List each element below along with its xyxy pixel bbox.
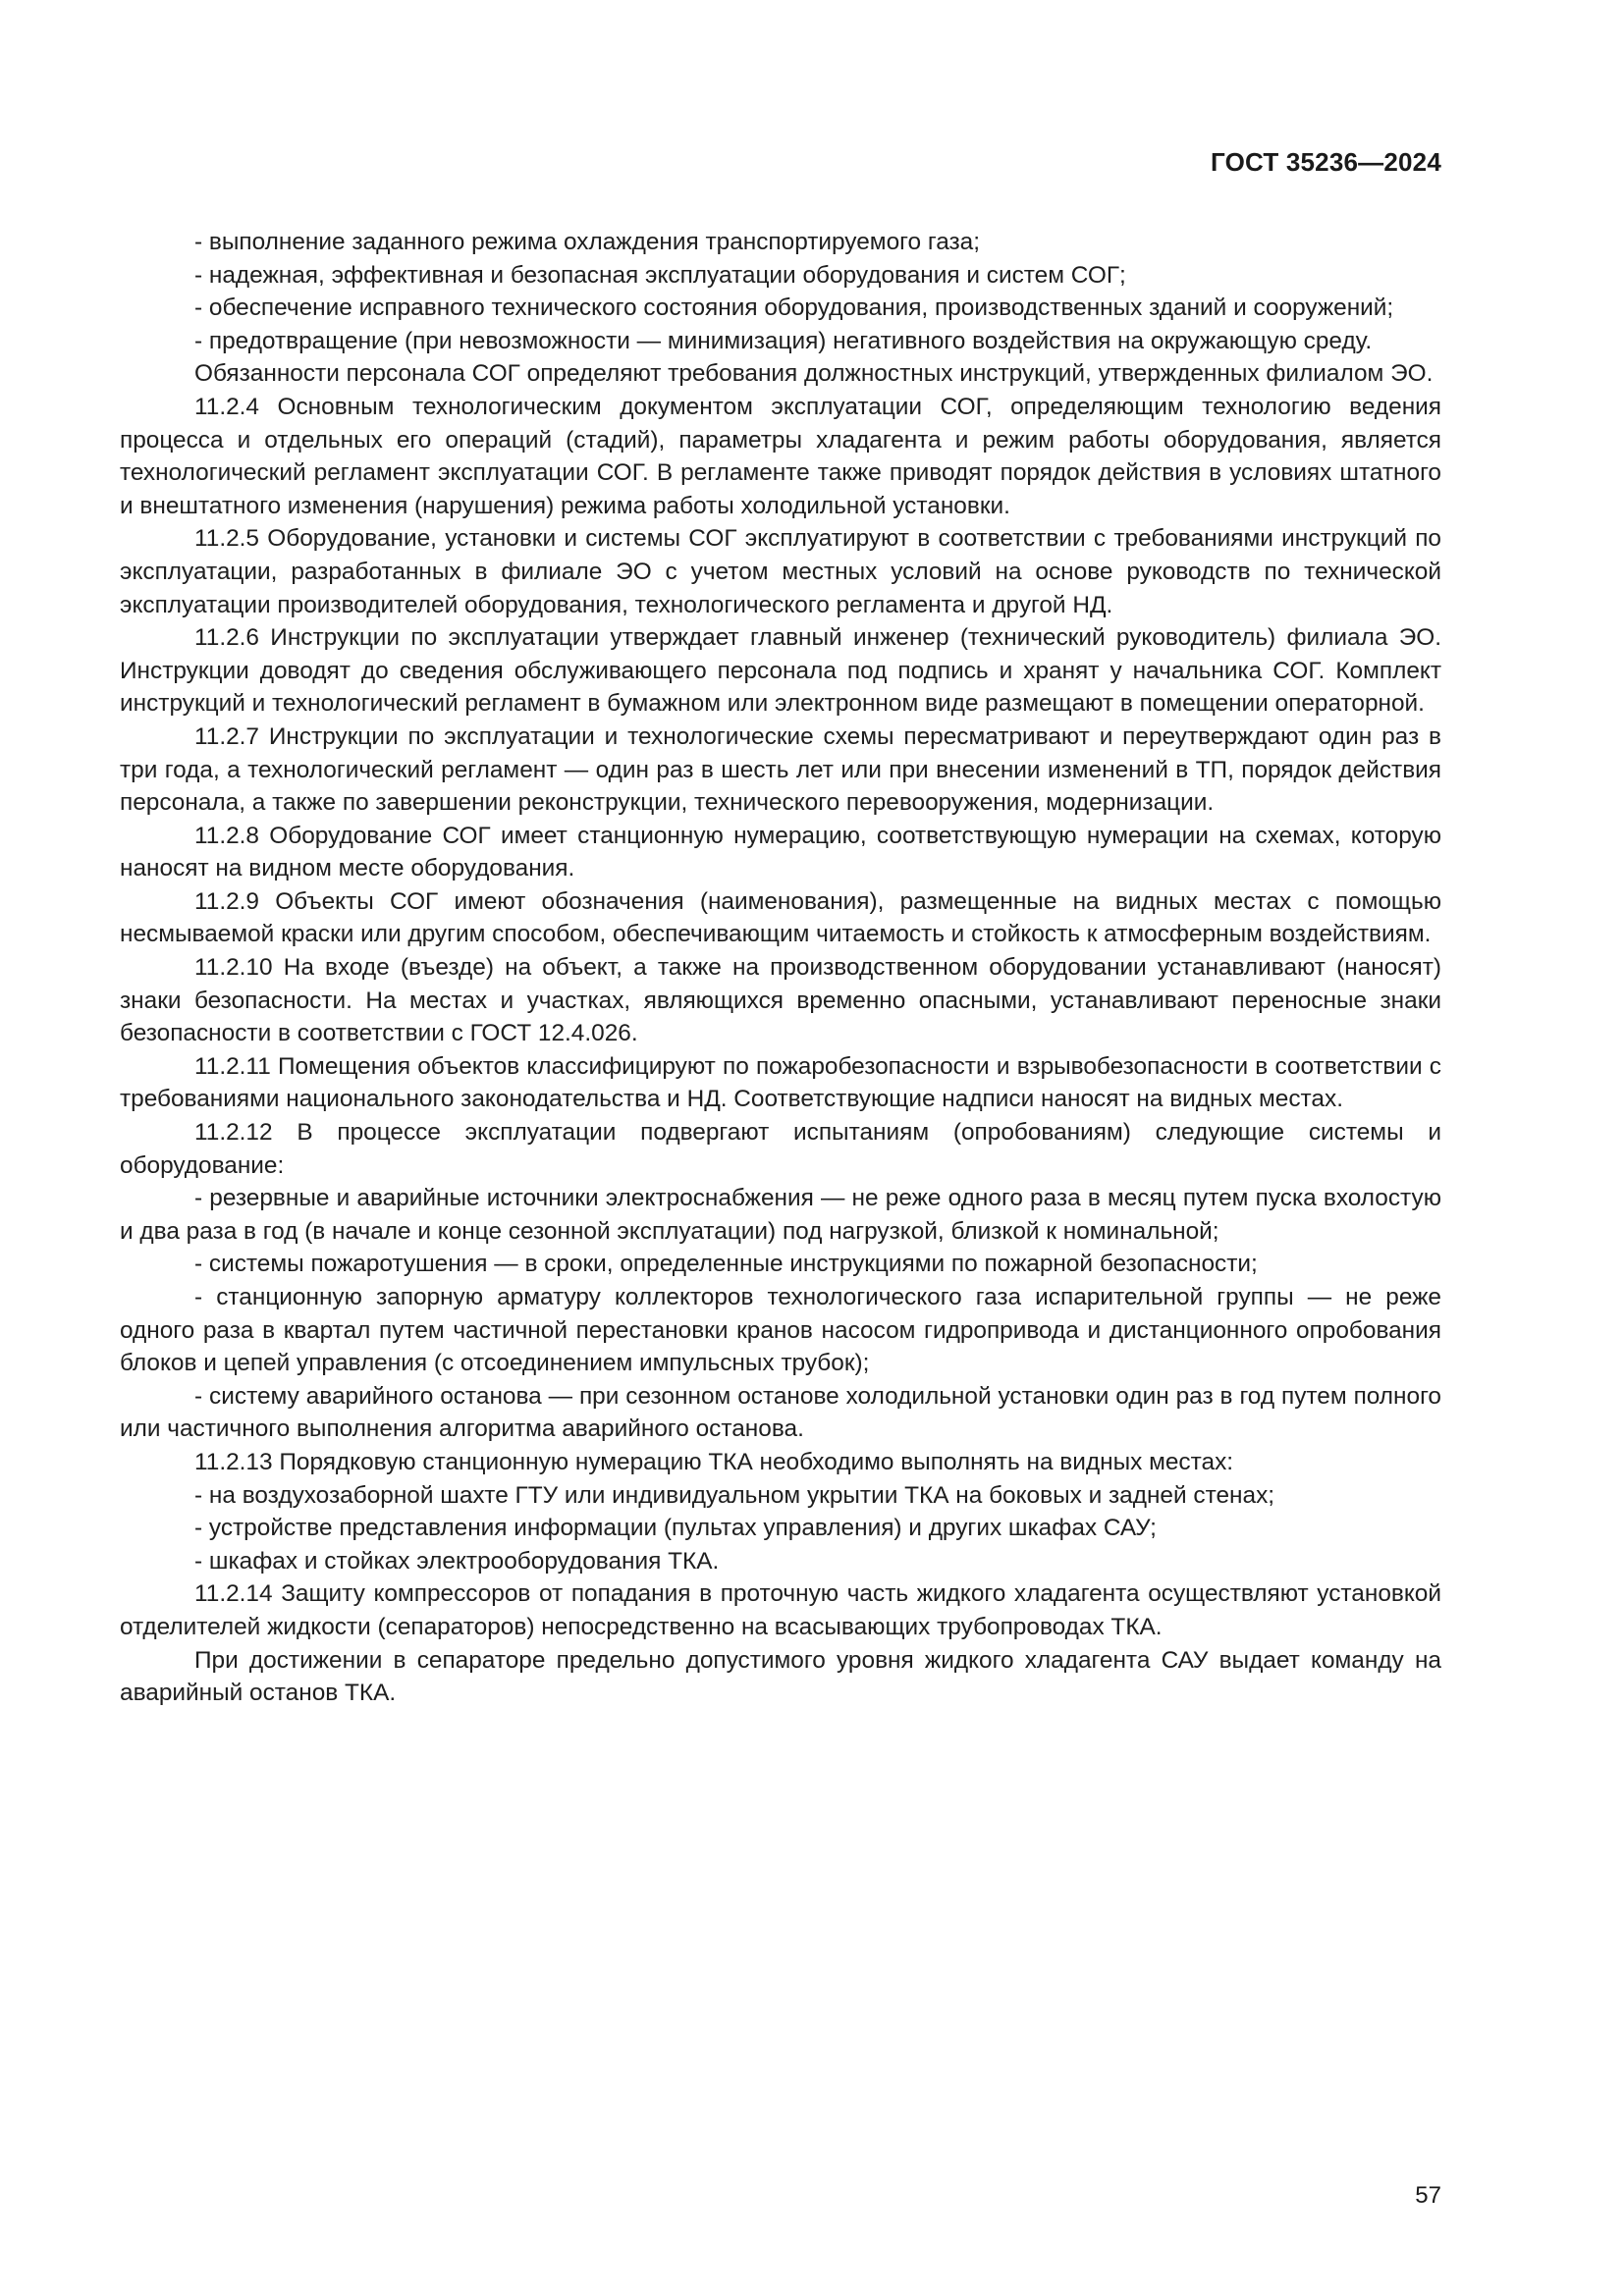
list-item-electrical-cabinets: - шкафах и стойках электрооборудования ТКА. [194,1547,720,1575]
list-item-shutoff-valves: - станционную запорную арматуру коллекторов технологического газа испарительной группы — не реже одного раза в квартал путем частичной перестановки кранов насосом гидропривода и дистанционного опробования блоков и цепей управления (с отсоединением импульсных трубок); [120,1284,1441,1377]
clause-11-2-11: 11.2.11 Помещения объектов классифицируют по пожаробезопасности и взрывобезопасности в соответствии с требованиями национального законодательства и НД. Соответствующие надписи наносят на видных местах. [120,1052,1441,1113]
list-item-cooling-mode: - выполнение заданного режима охлаждения транспортируемого газа; [194,229,981,255]
clause-11-2-9: 11.2.9 Объекты СОГ имеют обозначения (наименования), размещенные на видных местах с помощью несмываемой краски или другим способом, обеспечивающим читаемость и стойкость к атмосферным воздействиям. [120,887,1441,948]
clause-11-2-6: 11.2.6 Инструкции по эксплуатации утверждает главный инженер (технический руководитель) филиала ЭО. Инструкции доводят до сведения обслуживающего персонала под подпись и хранят у начальника СОГ. Комплект инструкций и технологический регламент в бумажном или электронном виде размещают в помещении операторной. [120,624,1441,718]
list-item-safe-operation: - надежная, эффективная и безопасная эксплуатации оборудования и систем СОГ; [194,261,1126,289]
clause-11-2-10: 11.2.10 На входе (въезде) на объект, а также на производственном оборудовании устанавливают (наносят) знаки безопасности. На местах и участках, являющихся временно опасными, устанавливают переносные знаки безопасности в соответствии с ГОСТ 12.4.026. [120,954,1441,1047]
clause-11-2-8: 11.2.8 Оборудование СОГ имеет станционную нумерацию, соответствующую нумерации на схемах, которую наносят на видном месте оборудования. [120,822,1441,882]
paragraph-separator-alarm: При достижении в сепараторе предельно допустимого уровня жидкого хладагента САУ выдает команду на аварийный останов ТКА. [120,1646,1441,1707]
list-item-control-panels: - устройстве представления информации (пультах управления) и других шкафах САУ; [194,1515,1157,1542]
document-body [120,226,1441,1710]
clause-11-2-12: 11.2.12 В процессе эксплуатации подвергают испытаниям (опробованиям) следующие системы и оборудование: [120,1119,1441,1179]
clause-11-2-5: 11.2.5 Оборудование, установки и системы СОГ эксплуатируют в соответствии с требованиями инструкций по эксплуатации, разработанных в филиале ЭО с учетом местных условий на основе руководств по технической эксплуатации производителей оборудования, технологического регламента и другой НД. [120,525,1441,618]
page-number: 57 [1415,2182,1441,2209]
paragraph-staff-duties: Обязанности персонала СОГ определяют требования должностных инструкций, утвержденных филиалом ЭО. [194,360,1434,388]
list-item-fire-systems: - системы пожаротушения — в сроки, определенные инструкциями по пожарной безопасности; [194,1251,1258,1278]
clause-11-2-14: 11.2.14 Защиту компрессоров от попадания в проточную часть жидкого хладагента осуществляют установкой отделителей жидкости (сепараторов) непосредственно на всасывающих трубопроводах ТКА. [120,1580,1441,1640]
clause-11-2-4: 11.2.4 Основным технологическим документом эксплуатации СОГ, определяющим технологию ведения процесса и отдельных его операций (стадий), параметры хладагента и режим работы оборудования, является технологический регламент эксплуатации СОГ. В регламенте также приводят порядок действия в условиях штатного и внештатного изменения (нарушения) режима работы холодильной установки. [120,393,1441,519]
list-item-emergency-shutdown: - систему аварийного останова — при сезонном останове холодильной установки один раз в год путем полного или частичного выполнения алгоритма аварийного останова. [120,1382,1441,1443]
clause-11-2-13: 11.2.13 Порядковую станционную нумерацию ТКА необходимо выполнять на видных местах: [194,1448,1234,1475]
list-item-air-intake: - на воздухозаборной шахте ГТУ или индивидуальном укрытии ТКА на боковых и задней стенах; [194,1481,1275,1509]
list-item-environment: - предотвращение (при невозможности — минимизация) негативного воздействия на окружающую среду. [194,327,1373,354]
document-code-header: ГОСТ 35236—2024 [1211,147,1441,177]
list-item-technical-condition: - обеспечение исправного технического состояния оборудования, производственных зданий и сооружений; [194,294,1394,322]
list-item-power-sources: - резервные и аварийные источники электроснабжения — не реже одного раза в месяц путем пуска вхолостую и два раза в год (в начале и конце сезонной эксплуатации) под нагрузкой, близкой к номинальной; [120,1185,1441,1245]
clause-11-2-7: 11.2.7 Инструкции по эксплуатации и технологические схемы пересматривают и переутверждают один раз в три года, а технологический регламент — один раз в шесть лет или при внесении изменений в ТП, порядок действия персонала, а также по завершении реконструкции, технического перевооружения, модернизации. [120,722,1441,817]
